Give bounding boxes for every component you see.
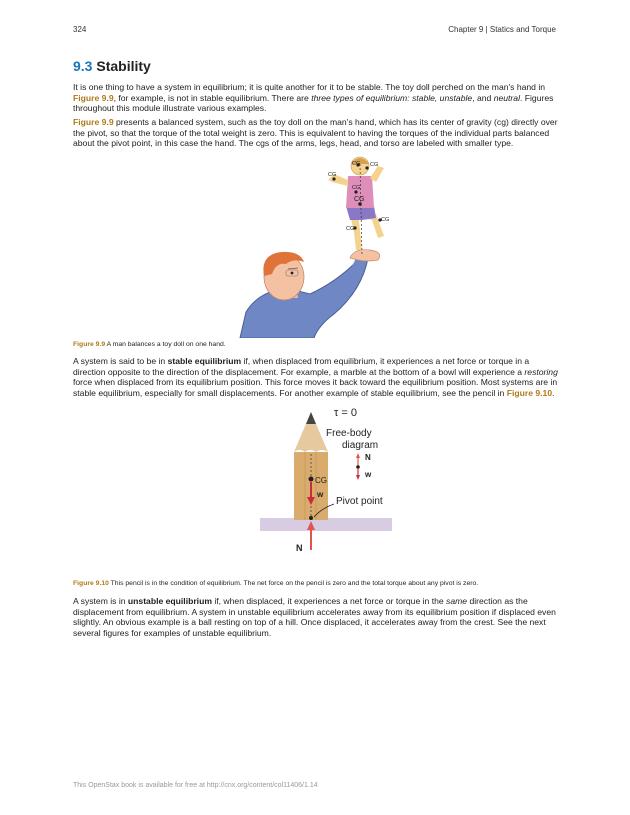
section-number: 9.3 bbox=[73, 58, 93, 74]
cg-label-leg-left: CG bbox=[346, 226, 355, 232]
cg-label-leg-right: CG bbox=[381, 217, 390, 223]
fbd-title-line2: diagram bbox=[342, 440, 379, 451]
paragraph-stable-equilibrium: A system is said to be in stable equilibrium if, when displaced from equilibrium, it experiences a net force or torque in a direction opposite to the direction of the displacement. For example, a marble at the bottom of a bowl will experience a restoring force when displaced from its equilibrium position. This force moves it back toward the equilibrium position. Most systems are in stable equilibrium, especially for small displacements. For another example of stable equilibrium, see the pencil in Figure 9.10. bbox=[73, 356, 558, 398]
running-head: Chapter 9 | Statics and Torque bbox=[448, 25, 556, 34]
weight-label: w bbox=[317, 490, 324, 499]
torque-label: τ = 0 bbox=[334, 407, 357, 419]
man-hand bbox=[350, 250, 380, 261]
pencil-graphite bbox=[306, 412, 316, 424]
figure-9-9-link[interactable]: Figure 9.9 bbox=[73, 92, 114, 103]
cg-label-head: CG bbox=[370, 162, 379, 168]
fbd-title-line1: Free-body bbox=[326, 428, 372, 439]
footer: This OpenStax book is available for free at http://cnx.org/content/col11406/1.14 bbox=[73, 782, 318, 789]
figure-9-10-link[interactable]: Figure 9.10 bbox=[506, 387, 553, 398]
figure-9-9-caption: Figure 9.9 A man balances a toy doll on one hand. bbox=[73, 341, 226, 348]
figure-man-balancing-doll bbox=[238, 152, 398, 338]
normal-force-label: N bbox=[296, 543, 303, 553]
paragraph-intro: It is one thing to have a system in equilibrium; it is quite another for it to be stable. The toy doll perched on the man's hand in Figure 9.9, for example, is not in stable equilibrium. There are three types of equilibrium: stable, unstable, and neutral. Figures throughout this module illustrate various examples. bbox=[73, 82, 554, 114]
section-title-text: Stability bbox=[96, 58, 151, 74]
page-number: 324 bbox=[73, 25, 87, 34]
figure-9-10-caption: Figure 9.10 This pencil is in the condition of equilibrium. The net force on the pencil is zero and the total torque about any pivot is zero. bbox=[73, 580, 479, 587]
pencil-cg-label: CG bbox=[315, 476, 327, 485]
pivot-label: Pivot point bbox=[336, 496, 383, 507]
section-title bbox=[73, 58, 151, 74]
fbd-w-label: w bbox=[365, 470, 372, 479]
paragraph-balanced-system: Figure 9.9 presents a balanced system, such as the toy doll on the man's hand, which has its center of gravity (cg) directly over the pivot, so that the torque of the total weight is zero. This is equivalent to having the torques of the individual parts balanced about the pivot point, in this case the hand. The cgs of the arms, legs, head, and torso are labeled with smaller type. bbox=[73, 117, 558, 149]
fbd-n-label: N bbox=[365, 453, 371, 462]
cg-label-torso: CG bbox=[352, 185, 361, 191]
figure-9-9-link[interactable]: Figure 9.9 bbox=[73, 117, 114, 127]
cg-label-face: CG bbox=[352, 161, 361, 167]
pivot-dot bbox=[309, 516, 313, 520]
cg-label-total: CG bbox=[354, 196, 365, 203]
paragraph-unstable-equilibrium: A system is in unstable equilibrium if, when displaced, it experiences a net force or torque in the same direction as the displacement from equilibrium. A system in unstable equilibrium accelerates away from its equilibrium position if displaced even slightly. An obvious example is a ball resting on top of a hill. Once displaced, it accelerates away from the crest. See the next several figures for examples of unstable equilibrium. bbox=[73, 596, 556, 638]
cg-label-arm: CG bbox=[328, 172, 337, 178]
cg-dot bbox=[309, 477, 314, 482]
figure-pencil-equilibrium bbox=[258, 404, 398, 554]
